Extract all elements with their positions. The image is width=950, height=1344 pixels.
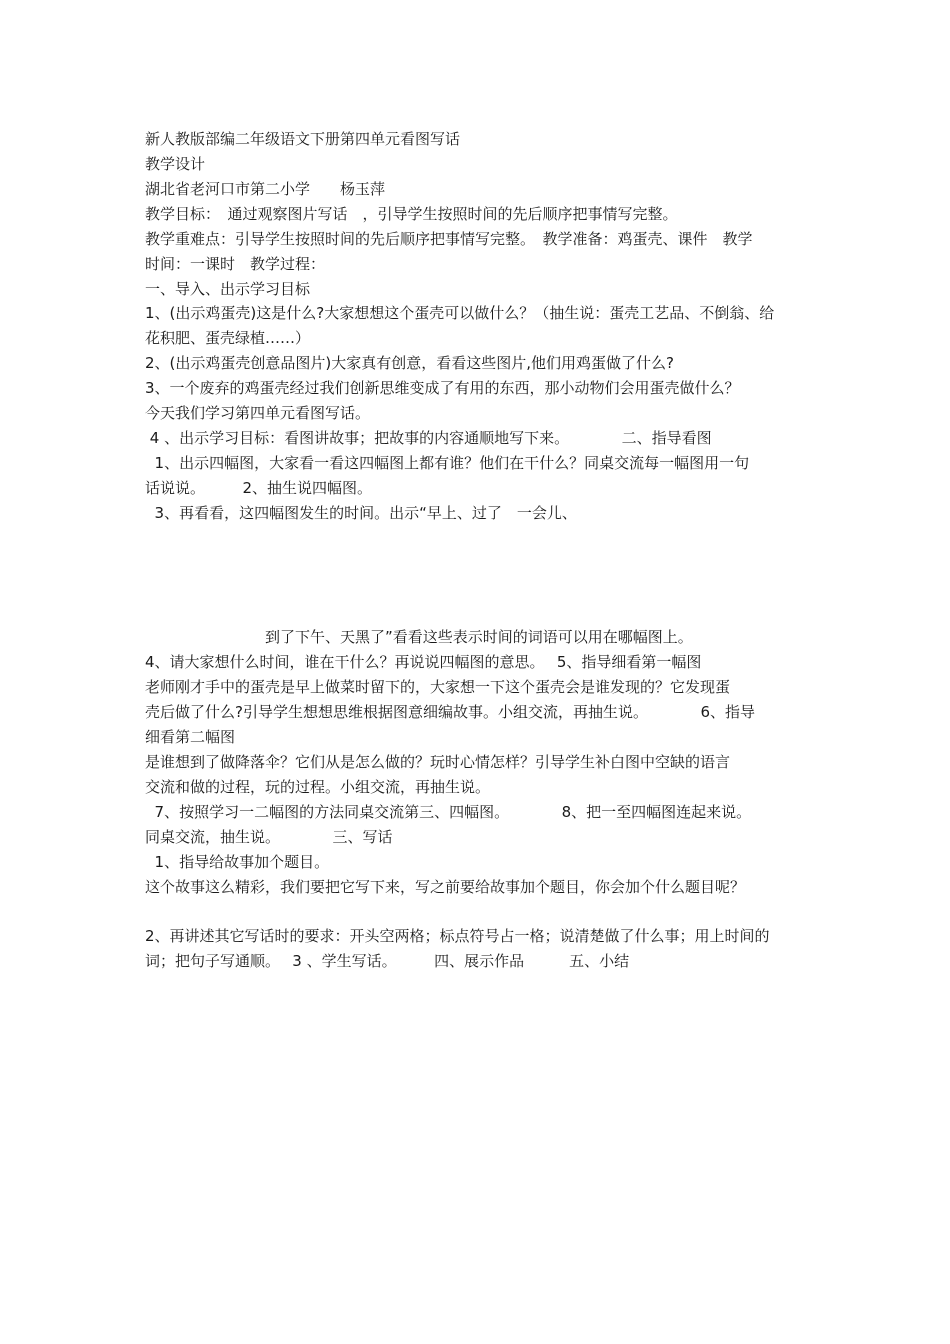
text-line: 2、再讲述其它写话时的要求：开头空两格；标点符号占一格；说清楚做了什么事；用上时间的	[145, 927, 770, 945]
text-line: 1、(出示鸡蛋壳)这是什么?大家想想这个蛋壳可以做什么？（抽生说：蛋壳工艺品、不倒翁、给	[145, 304, 775, 322]
text-line: 3、再看看，这四幅图发生的时间。出示“早上、过了 一会儿、	[145, 504, 577, 522]
text-line: 壳后做了什么?引导学生想想思维根据图意细编故事。小组交流，再抽生说。 6、指导	[145, 703, 756, 721]
text-line: 交流和做的过程，玩的过程。小组交流，再抽生说。	[145, 778, 491, 796]
text-line: 2、(出示鸡蛋壳创意品图片)大家真有创意，看看这些图片,他们用鸡蛋做了什么?	[145, 354, 674, 372]
text-line: 细看第二幅图	[145, 728, 236, 746]
text-line: 这个故事这么精彩，我们要把它写下来，写之前要给故事加个题目，你会加个什么题目呢？	[145, 878, 746, 896]
text-line: 3、一个废弃的鸡蛋壳经过我们创新思维变成了有用的东西，那小动物们会用蛋壳做什么？	[145, 379, 740, 397]
text-line: 湖北省老河口市第二小学 杨玉萍	[145, 180, 386, 198]
text-line: 花积肥、蛋壳绿植……）	[145, 329, 311, 347]
text-line: 4 、出示学习目标：看图讲故事；把故事的内容通顺地写下来。 二、指导看图	[145, 429, 712, 447]
text-line: 1、出示四幅图，大家看一看这四幅图上都有谁？他们在干什么？同桌交流每一幅图用一句	[145, 454, 750, 472]
text-line: 话说说。 2、抽生说四幅图。	[145, 479, 373, 497]
text-line: 教学重难点：引导学生按照时间的先后顺序把事情写完整。 教学准备：鸡蛋壳、课件 教学	[145, 230, 753, 248]
text-line: 教学设计	[145, 155, 206, 173]
text-line: 是谁想到了做降落伞？它们从是怎么做的？玩时心情怎样？引导学生补白图中空缺的语言	[145, 753, 731, 771]
text-line: 教学目标： 通过观察图片写话 ，引导学生按照时间的先后顺序把事情写完整。	[145, 205, 678, 223]
text-line: 时间：一课时 教学过程：	[145, 255, 326, 273]
text-line: 老师刚才手中的蛋壳是早上做菜时留下的，大家想一下这个蛋壳会是谁发现的？它发现蛋	[145, 678, 731, 696]
text-line: 同桌交流，抽生说。 三、写话	[145, 828, 393, 846]
text-line: 到了下午、天黑了”看看这些表示时间的词语可以用在哪幅图上。	[145, 628, 693, 646]
text-line: 4、请大家想什么时间，谁在干什么？再说说四幅图的意思。 5、指导细看第一幅图	[145, 653, 702, 671]
text-line: 7、按照学习一二幅图的方法同桌交流第三、四幅图。 8、把一至四幅图连起来说。	[145, 803, 752, 821]
document-title: 新人教版部编二年级语文下册第四单元看图写话	[145, 130, 461, 148]
text-line: 今天我们学习第四单元看图写话。	[145, 404, 371, 422]
section-heading: 一、导入、出示学习目标	[145, 280, 311, 298]
text-line: 1、指导给故事加个题目。	[145, 853, 330, 871]
text-line: 词；把句子写通顺。 3 、学生写话。 四、展示作品 五、小结	[145, 952, 630, 970]
